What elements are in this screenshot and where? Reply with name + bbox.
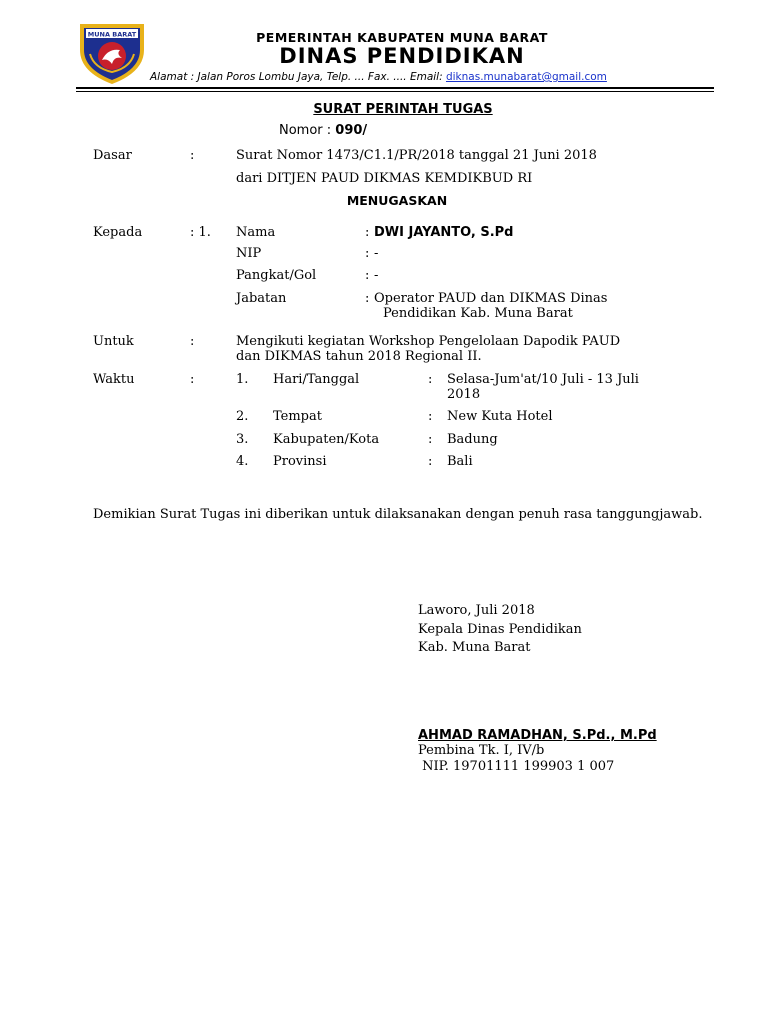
signature-place-date: Laworo, Juli 2018 bbox=[418, 603, 535, 618]
dasar-colon: : bbox=[190, 148, 195, 163]
waktu-item-value-cont: 2018 bbox=[447, 387, 481, 402]
logo-text: MUNA BARAT bbox=[87, 30, 137, 39]
closing-paragraph: Demikian Surat Tugas ini diberikan untuk dilaksanakan dengan penuh rasa tanggungjawab. bbox=[93, 507, 703, 522]
dasar-line-2: dari DITJEN PAUD DIKMAS KEMDIKBUD RI bbox=[236, 171, 533, 186]
waktu-item-colon: : bbox=[428, 372, 433, 387]
address-text: Alamat : Jalan Poros Lombu Jaya, Telp. ... Fax. .... Email: bbox=[150, 71, 446, 83]
waktu-item-number: 1. bbox=[236, 372, 249, 387]
mandate-heading: MENUGASKAN bbox=[346, 193, 448, 208]
waktu-item-colon: : bbox=[428, 454, 433, 469]
untuk-colon: : bbox=[190, 334, 195, 349]
field-colon-jabatan: : bbox=[365, 291, 370, 306]
field-value-jabatan-cont: Pendidikan Kab. Muna Barat bbox=[383, 306, 573, 321]
untuk-line-2: dan DIKMAS tahun 2018 Regional II. bbox=[236, 349, 482, 364]
department-name: DINAS PENDIDIKAN bbox=[279, 44, 525, 68]
field-label-nama: Nama bbox=[236, 225, 276, 240]
waktu-item-colon: : bbox=[428, 409, 433, 424]
waktu-item-number: 2. bbox=[236, 409, 249, 424]
waktu-item-label: Provinsi bbox=[273, 454, 327, 469]
signature-position: Kepala Dinas Pendidikan bbox=[418, 622, 582, 637]
government-name: PEMERINTAH KABUPATEN MUNA BARAT bbox=[256, 30, 548, 45]
email-link[interactable]: diknas.munabarat@gmail.com bbox=[445, 71, 607, 83]
signature-region: Kab. Muna Barat bbox=[418, 640, 531, 655]
waktu-item-label: Hari/Tanggal bbox=[273, 372, 360, 387]
kepada-label: Kepada bbox=[93, 225, 143, 240]
waktu-item-value: Badung bbox=[447, 432, 498, 447]
waktu-item-number: 3. bbox=[236, 432, 249, 447]
kepada-colon: : 1. bbox=[190, 225, 211, 240]
signatory-name: AHMAD RAMADHAN, S.Pd., M.Pd bbox=[418, 728, 657, 743]
field-colon-pangkat: : bbox=[365, 268, 370, 283]
field-label-jabatan: Jabatan bbox=[236, 291, 287, 306]
field-label-nip: NIP bbox=[236, 246, 262, 261]
signatory-rank: Pembina Tk. I, IV/b bbox=[418, 743, 545, 758]
letter-number bbox=[279, 123, 367, 138]
waktu-item-value: Bali bbox=[447, 454, 473, 469]
field-value-jabatan: Operator PAUD dan DIKMAS Dinas bbox=[374, 291, 608, 306]
signatory-nip: NIP. 19701111 199903 1 007 bbox=[418, 759, 615, 774]
waktu-colon: : bbox=[190, 372, 195, 387]
waktu-item-value: New Kuta Hotel bbox=[447, 409, 553, 424]
letterhead-divider-thin bbox=[76, 91, 714, 92]
letter-number-value: 090/ bbox=[335, 123, 368, 138]
field-value-nip: - bbox=[374, 246, 379, 261]
waktu-item-number: 4. bbox=[236, 454, 249, 469]
untuk-label: Untuk bbox=[93, 334, 134, 349]
dasar-label: Dasar bbox=[93, 148, 132, 163]
field-value-nama: DWI JAYANTO, S.Pd bbox=[374, 225, 514, 240]
waktu-item-colon: : bbox=[428, 432, 433, 447]
waktu-item-label: Tempat bbox=[273, 409, 322, 424]
field-colon-nip: : bbox=[365, 246, 370, 261]
letter-number-label: Nomor : bbox=[279, 123, 336, 138]
waktu-item-value: Selasa-Jum'at/10 Juli - 13 Juli bbox=[447, 372, 639, 387]
waktu-label: Waktu bbox=[93, 372, 135, 387]
dasar-line-1: Surat Nomor 1473/C1.1/PR/2018 tanggal 21 Juni 2018 bbox=[236, 148, 597, 163]
field-label-pangkat: Pangkat/Gol bbox=[236, 268, 317, 283]
waktu-item-label: Kabupaten/Kota bbox=[273, 432, 380, 447]
address-line bbox=[150, 71, 607, 83]
untuk-line-1: Mengikuti kegiatan Workshop Pengelolaan Dapodik PAUD bbox=[236, 334, 621, 349]
field-colon-nama: : bbox=[365, 225, 370, 240]
field-value-pangkat: - bbox=[374, 268, 379, 283]
letterhead-divider-thick bbox=[76, 87, 714, 89]
letter-title: SURAT PERINTAH TUGAS bbox=[313, 102, 493, 117]
